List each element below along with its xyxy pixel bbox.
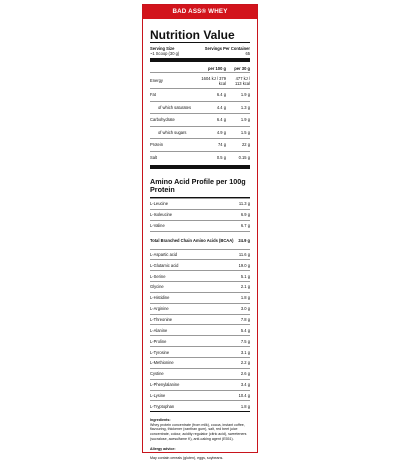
nutrition-header-row [150,64,250,73]
nutrition-label-card [142,4,258,460]
amino-label: L-Threonine [150,314,238,325]
amino-label: L-Arginine [150,303,238,314]
divider [150,411,250,412]
amino-value: 11.6 g [238,249,250,260]
nutrition-value-per-100g: 74 g [198,139,232,152]
amino-value: 24.9 g [238,231,250,249]
amino-value: 6.7 g [238,220,250,231]
amino-row [150,401,250,411]
amino-label: L-Leucine [150,199,238,210]
amino-label: L-Alanine [150,325,238,336]
amino-row [150,231,250,249]
nutrition-value-per-30g: 22 g [232,139,250,152]
nutrition-row [150,89,250,102]
divider [150,58,250,62]
amino-row [150,303,250,314]
amino-row [150,199,250,210]
nutrition-label: Salt [150,151,198,163]
amino-value: 10.4 g [238,390,250,401]
nutrition-value-per-100g: 6.4 g [198,114,232,127]
amino-label: L-Histidine [150,292,238,303]
amino-table [150,198,250,411]
amino-label: L-Lysine [150,390,238,401]
amino-row [150,209,250,220]
amino-value: 6.9 g [238,209,250,220]
servings-per-container-value: 65 [245,51,250,56]
amino-row [150,357,250,368]
amino-row [150,347,250,358]
ingredients-text: Whey protein concentrate (from milk), cocoa, instant coffee, flavouring, thickener (xanthan gum), salt, red beet juice concentrate, colour, acidity regulator (citric acid), sweeteners (sucralose, acesulfame K), anti-caking agent (E551). [150,422,247,441]
amino-label: Glycine [150,282,238,293]
nutrition-label: Protein [150,139,198,152]
amino-value: 7.8 g [238,314,250,325]
nutrition-row [150,126,250,139]
amino-row [150,220,250,231]
amino-label: Total Branched Chain Amino Acids (BCAA) [150,231,238,249]
amino-value: 5.4 g [238,325,250,336]
nutrition-value-per-100g: 0.5 g [198,151,232,163]
amino-row [150,292,250,303]
amino-value: 19.0 g [238,260,250,271]
nutrition-value-per-100g: 4.9 g [198,126,232,139]
ingredients-heading: Ingredients: [150,418,171,423]
nutrition-row [150,114,250,127]
allergy-text: May contain cereals (gluten), eggs, soybeans. [150,455,224,460]
amino-label: L-Serine [150,271,238,282]
servings-per-container-label: Servings Per Container [204,46,250,51]
column-header-per-100g: per 100 g [208,65,226,71]
amino-row [150,368,250,379]
amino-label: L-Tryptophan [150,401,238,411]
nutrition-value-per-30g: 1.5 g [232,126,250,139]
amino-row [150,336,250,347]
nutrition-row [150,151,250,163]
amino-value: 3.4 g [238,379,250,390]
nutrition-value-per-100g: 1604 kJ / 379 kcal [198,73,232,89]
amino-value: 11.3 g [238,199,250,210]
amino-value: 1.8 g [238,401,250,411]
nutrition-row [150,101,250,114]
amino-value: 2.2 g [238,357,250,368]
nutrition-value-per-100g: 4.4 g [198,101,232,114]
nutrition-value-per-30g: 1.9 g [232,114,250,127]
amino-row [150,390,250,401]
amino-label: L-Methionine [150,357,238,368]
nutrition-row [150,139,250,152]
nutrition-value-per-100g: 6.4 g [198,89,232,102]
amino-label: L-Valine [150,220,238,231]
nutrition-row [150,73,250,89]
divider [150,42,250,43]
amino-value: 1.8 g [238,292,250,303]
nutrition-label: Carbohydrate [150,114,198,127]
amino-value: 2.6 g [238,368,250,379]
amino-row [150,260,250,271]
nutrition-value-per-30g: 477 kJ / 113 kcal [232,73,250,89]
allergy-block [150,447,250,460]
amino-value: 5.1 g [238,271,250,282]
amino-label: Cystine [150,368,238,379]
amino-value: 3.1 g [238,347,250,358]
amino-value: 3.0 g [238,303,250,314]
serving-size-value: ~1 Scoop (30 g) [150,51,180,56]
amino-value: 2.1 g [238,282,250,293]
amino-label: L-Tyrosine [150,347,238,358]
nutrition-label: Energy [150,73,198,89]
ingredients-block [150,418,250,441]
amino-label: L-Proline [150,336,238,347]
amino-label: L-Phenylalanine [150,379,238,390]
amino-label: L-Isoleucine [150,209,238,220]
amino-row [150,271,250,282]
nutrition-value-per-30g: 1.9 g [232,89,250,102]
amino-section-title: Amino Acid Profile per 100g Protein [150,177,246,194]
amino-value: 7.5 g [238,336,250,347]
amino-row [150,314,250,325]
amino-row [150,325,250,336]
product-banner: BAD ASS® WHEY [143,5,257,19]
serving-size-label: Serving Size [150,46,175,51]
nutrition-label: of which sugars [150,126,198,139]
nutrition-value-per-30g: 1.3 g [232,101,250,114]
amino-row [150,379,250,390]
nutrition-label: Fat [150,89,198,102]
amino-label: L-Glutamic acid [150,260,238,271]
amino-row [150,282,250,293]
amino-row [150,249,250,260]
nutrition-table [150,64,250,163]
column-header-per-30g: per 30 g [234,65,250,71]
allergy-heading: Allergy advice: [150,447,176,452]
serving-info [150,46,250,56]
page-title: Nutrition Value [150,28,235,42]
amino-label: L-Aspartic acid [150,249,238,260]
nutrition-label: of which saturates [150,101,198,114]
divider [150,165,250,169]
nutrition-value-per-30g: 0.15 g [232,151,250,163]
